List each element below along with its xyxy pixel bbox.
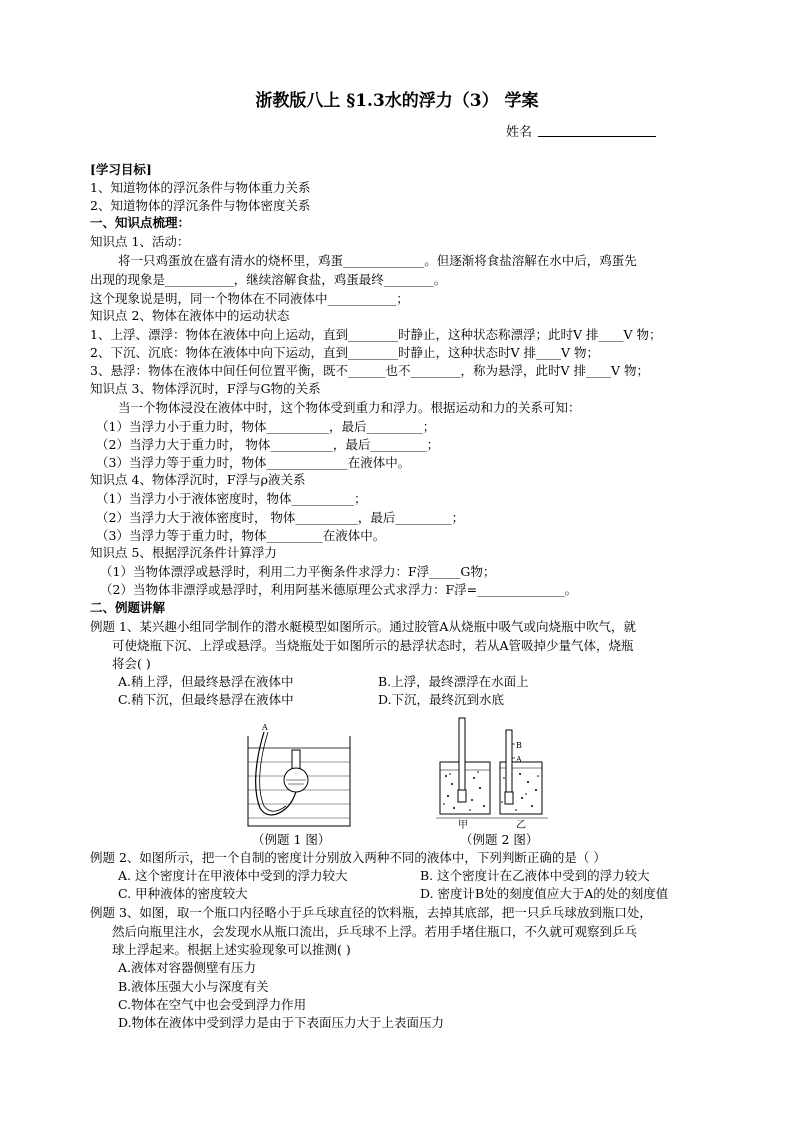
text-line: 知识点 5、根据浮沉条件计算浮力 bbox=[90, 545, 277, 560]
text-line: 可使烧瓶下沉、上浮或悬浮。当烧瓶处于如图所示的悬浮状态时，若从A管吸掉少量气体，烧瓶 bbox=[112, 638, 634, 653]
example-1-figure bbox=[238, 718, 358, 830]
text-line: 二、例题讲解 bbox=[90, 600, 166, 615]
text-line: （1）当物体漂浮或悬浮时，利用二力平衡条件求浮力：F浮_____G物； bbox=[100, 564, 496, 579]
text-line: （1）当浮力小于重力时，物体__________，最后_________； bbox=[96, 419, 436, 434]
text-line: D. 密度计B处的刻度值应大于A的处的刻度值 bbox=[420, 886, 669, 901]
scale-b-label: B bbox=[516, 741, 522, 750]
text-line: 知识点 2、物体在液体中的运动状态 bbox=[90, 308, 290, 323]
text-line: （1）当浮力小于液体密度时，物体__________； bbox=[96, 491, 367, 506]
scale-a-label: A bbox=[516, 755, 522, 764]
text-line: 将一只鸡蛋放在盛有清水的烧杯里，鸡蛋_____________。但逐渐将食盐溶解在水中后，鸡蛋先 bbox=[118, 253, 637, 268]
text-line: C. 甲种液体的密度较大 bbox=[118, 886, 248, 901]
text-line: [学习目标] bbox=[90, 162, 152, 177]
text-line: （3）当浮力等于重力时，物体_________在液体中。 bbox=[96, 528, 386, 543]
example-2-caption: （例题 2 图） bbox=[460, 832, 539, 847]
liquid-jia-label: 甲 bbox=[458, 820, 468, 830]
text-line: （3）当浮力等于重力时，物体_____________在液体中。 bbox=[96, 455, 411, 470]
text-line: A. 这个密度计在甲液体中受到的浮力较大 bbox=[118, 868, 348, 883]
example-2-figure bbox=[436, 712, 556, 830]
text-line: D.下沉，最终沉到水底 bbox=[378, 692, 505, 707]
name-field bbox=[506, 121, 656, 140]
text-line: B. 这个密度计在乙液体中受到的浮力较大 bbox=[420, 868, 650, 883]
name-blank[interactable] bbox=[538, 123, 656, 137]
example-1-caption: （例题 1 图） bbox=[252, 832, 331, 847]
text-line: （2）当浮力大于液体密度时， 物体__________，最后_________； bbox=[96, 510, 465, 525]
text-line: 2、下沉、沉底：物体在液体中向下运动，直到________时静止，这种状态时V 排____V 物； bbox=[90, 345, 599, 360]
text-line: 将会( ) bbox=[112, 656, 151, 671]
text-line: 这个现象说是明，同一个物体在不同液体中___________； bbox=[90, 291, 409, 306]
text-line: A.稍上浮，但最终悬浮在液体中 bbox=[118, 674, 294, 689]
text-line: 例题 2、如图所示，把一个自制的密度计分别放入两种不同的液体中，下列判断正确的是（ ） bbox=[90, 850, 606, 865]
text-line: 知识点 1、活动： bbox=[90, 234, 190, 249]
text-line: 出现的现象是___________，继续溶解食盐，鸡蛋最终________。 bbox=[90, 272, 447, 287]
text-line: 例题 1、某兴趣小组同学制作的潜水艇模型如图所示。通过胶管A从烧瓶中吸气或向烧瓶中吹气，就 bbox=[90, 619, 636, 634]
text-line: 然后向瓶里注水，会发现水从瓶口流出，乒乓球不上浮。若用手堵住瓶口，不久就可观察到乒乓 bbox=[112, 924, 638, 939]
page-title: 浙教版八上 §1.3水的浮力（3） 学案 bbox=[255, 91, 539, 111]
tube-a-label: A bbox=[262, 723, 268, 732]
text-line: B.液体压强大小与深度有关 bbox=[118, 979, 269, 994]
text-line: 2、知道物体的浮沉条件与物体密度关系 bbox=[90, 198, 311, 213]
text-line: （2）当浮力大于重力时， 物体__________，最后_________； bbox=[96, 437, 440, 452]
name-label: 姓名 bbox=[506, 125, 533, 140]
text-line: 3、悬浮：物体在液体中间任何位置平衡，既不______也不________，称为悬浮，此时V 排____V 物； bbox=[90, 363, 649, 378]
text-line: C.稍下沉，但最终悬浮在液体中 bbox=[118, 692, 294, 707]
liquid-yi-label: 乙 bbox=[516, 820, 526, 830]
text-line: B.上浮，最终漂浮在水面上 bbox=[378, 674, 529, 689]
text-line: 一、知识点梳理： bbox=[90, 215, 191, 230]
text-line: C.物体在空气中也会受到浮力作用 bbox=[118, 997, 307, 1012]
text-line: 知识点 3、物体浮沉时，F浮与G物的关系 bbox=[90, 381, 321, 396]
text-line: 1、上浮、漂浮：物体在液体中向上运动，直到________时静止，这种状态称漂浮；此时V 排____V 物； bbox=[90, 327, 662, 342]
text-line: 例题 3、如图，取一个瓶口内径略小于乒乓球直径的饮料瓶，去掉其底部，把一只乒乓球放到瓶口处， bbox=[90, 905, 652, 920]
text-line: 当一个物体浸没在液体中时，这个物体受到重力和浮力。根据运动和力的关系可知： bbox=[118, 400, 581, 415]
text-line: （2）当物体非漂浮或悬浮时，利用阿基米德原理公式求浮力：F浮=______________。 bbox=[100, 582, 578, 597]
text-line: D.物体在液体中受到浮力是由于下表面压力大于上表面压力 bbox=[118, 1015, 445, 1030]
text-line: 1、知道物体的浮沉条件与物体重力关系 bbox=[90, 180, 311, 195]
text-line: 知识点 4、物体浮沉时，F浮与ρ液关系 bbox=[90, 472, 306, 487]
text-line: 球上浮起来。根据上述实验现象可以推测( ) bbox=[112, 942, 351, 957]
text-line: A.液体对容器侧壁有压力 bbox=[118, 960, 257, 975]
